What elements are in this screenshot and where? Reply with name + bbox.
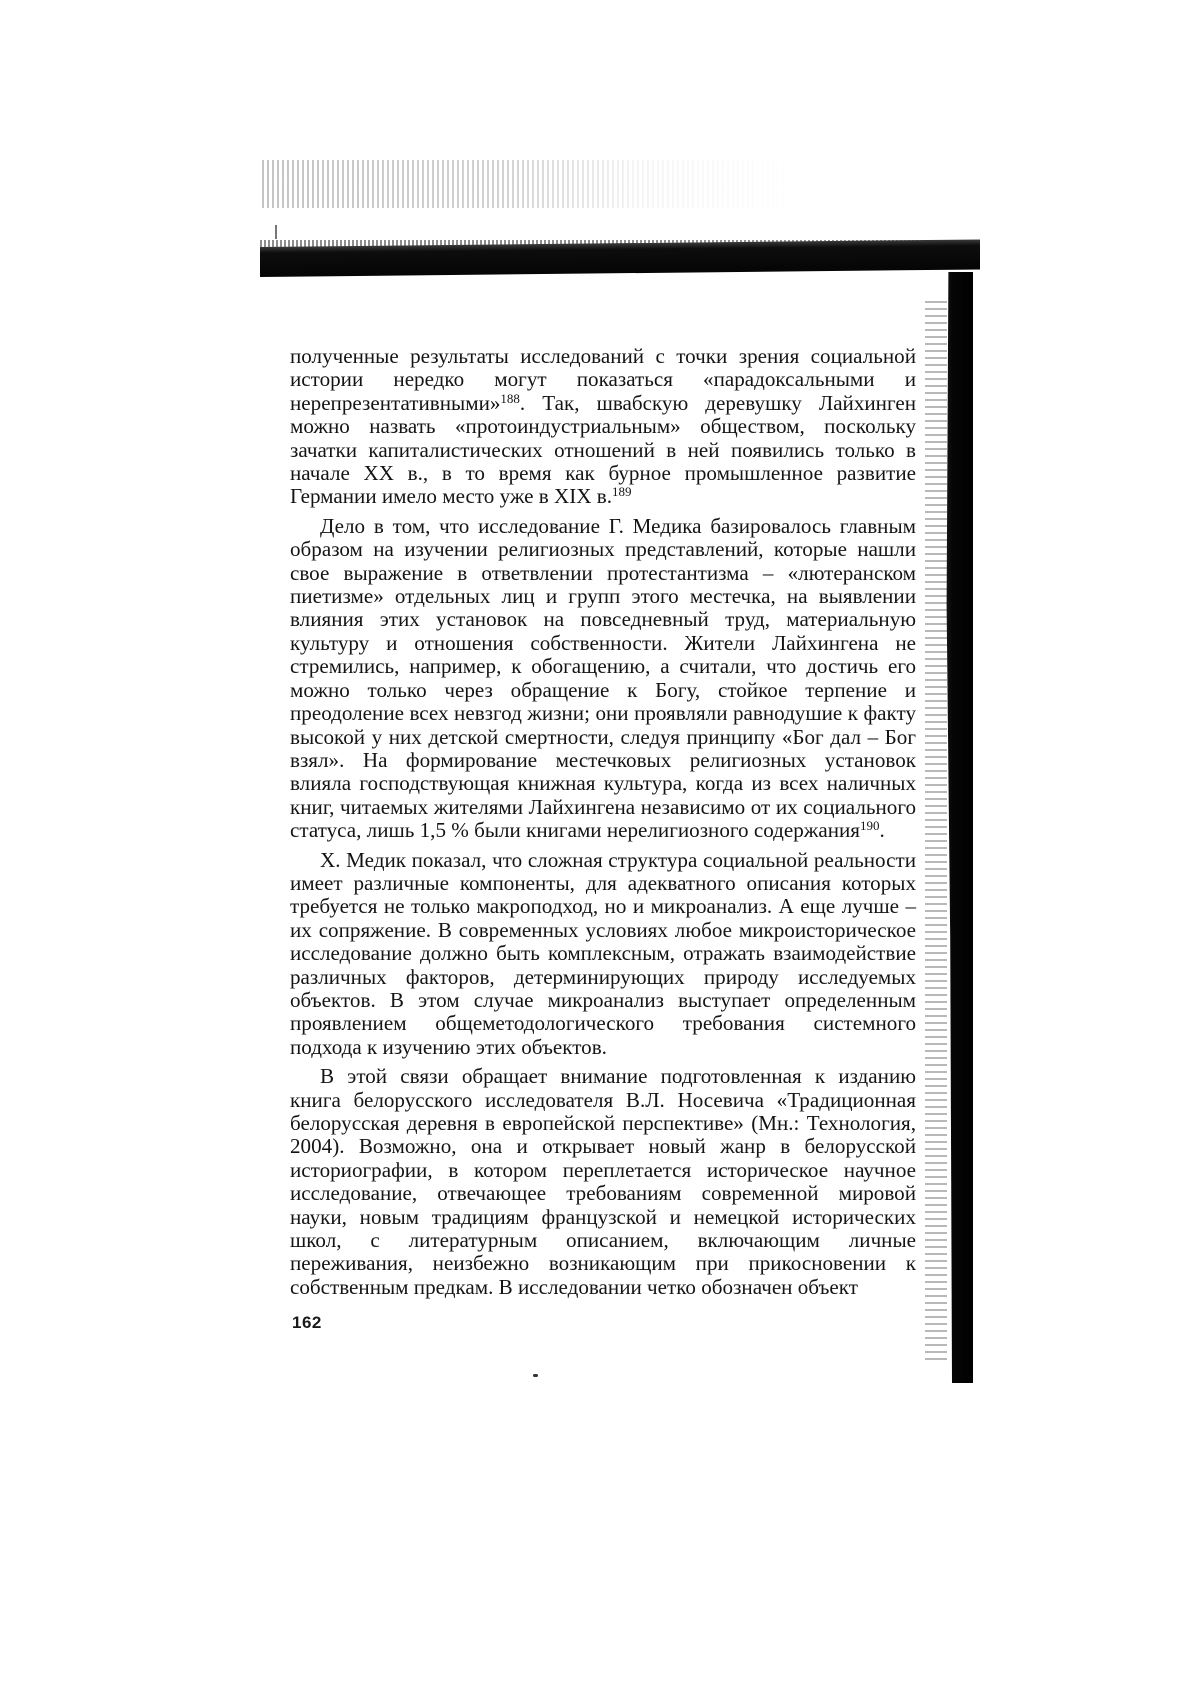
paragraph-1-text-a: полученные результаты исследований с точки зрения социальной истории нередко могут показаться «парадоксальными и нерепрезентативными»: [290, 344, 916, 415]
page-body: [290, 345, 916, 1305]
footnote-ref-190: 190: [859, 818, 880, 834]
paragraph-1: [290, 345, 916, 509]
paragraph-4: В этой связи обращает внимание подготовленная к изданию книга белорусского исследователя В.Л. Носевича «Традиционная белорусская деревня в европейской перспективе» (Мн.: Технология, 2004). Возможно, она и открывает новый жанр в белорусской историографии, в котором переплетается историческое научное исследование, отвечающее требованиям современной мировой науки, новым традициям французской и немецкой исторических школ, с литературным описанием, включающим личные переживания, неизбежно возникающим при прикосновении к собственным предкам. В исследовании четко обозначен объект: [290, 1064, 916, 1299]
scan-tick-mark: [275, 225, 277, 239]
paragraph-1-text-b: . Так, швабскую деревушку Лайхинген можно назвать «протоиндустриальным» обществом, поскольку зачатки капиталистических отношений в ней появились только в начале XX в., в то время как бурное промышленное развитие Германии имело место уже в XIX в.: [290, 390, 916, 509]
paragraph-2-text-a: Дело в том, что исследование Г. Медика базировалось главным образом на изучении религиозных представлений, которые нашли свое выражение в ответвлении протестантизма – «лютеранском пиетизме» отдельных лиц и групп этого местечка, на выявлении влияния этих установок на повседневный труд, материальную культуру и отношения собственности. Жители Лайхингена не стремились, например, к обогащению, а считали, что достичь его можно только через обращение к Богу, стойкое терпение и преодоление всех невзгод жизни; они проявляли равнодушие к факту высокой у них детской смертности, следуя принципу «Бог дал – Бог взял». На формирование местечковых религиозных установок влияла господствующая книжная культура, когда из всех наличных книг, читаемых жителями Лайхингена независимо от их социального статуса, лишь 1,5 % были книгами нерелигиозного содержания: [290, 513, 916, 843]
scan-noise-top: [262, 160, 802, 208]
paragraph-2: [290, 515, 916, 843]
scan-shadow-right: [943, 272, 973, 1383]
scan-shadow-right-fringe: [925, 300, 947, 1360]
footnote-ref-188: 188: [500, 390, 520, 406]
paragraph-2-text-b: .: [879, 818, 885, 843]
page-number: 162: [292, 1313, 322, 1332]
scan-shadow-top: [260, 239, 980, 277]
scan-speck: [533, 1374, 538, 1377]
paragraph-3: Х. Медик показал, что сложная структура социальной реальности имеет различные компоненты, для адекватного описания которых требуется не только макроподход, но и микроанализ. А еще лучше – их сопряжение. В современных условиях любое микроисторическое исследование должно быть комплексным, отражать взаимодействие различных факторов, детерминирующих природу исследуемых объектов. В этом случае микроанализ выступает определенным проявлением общеметодологического требования системного подхода к изучению этих объектов.: [290, 847, 916, 1059]
footnote-ref-189: 189: [612, 484, 632, 500]
